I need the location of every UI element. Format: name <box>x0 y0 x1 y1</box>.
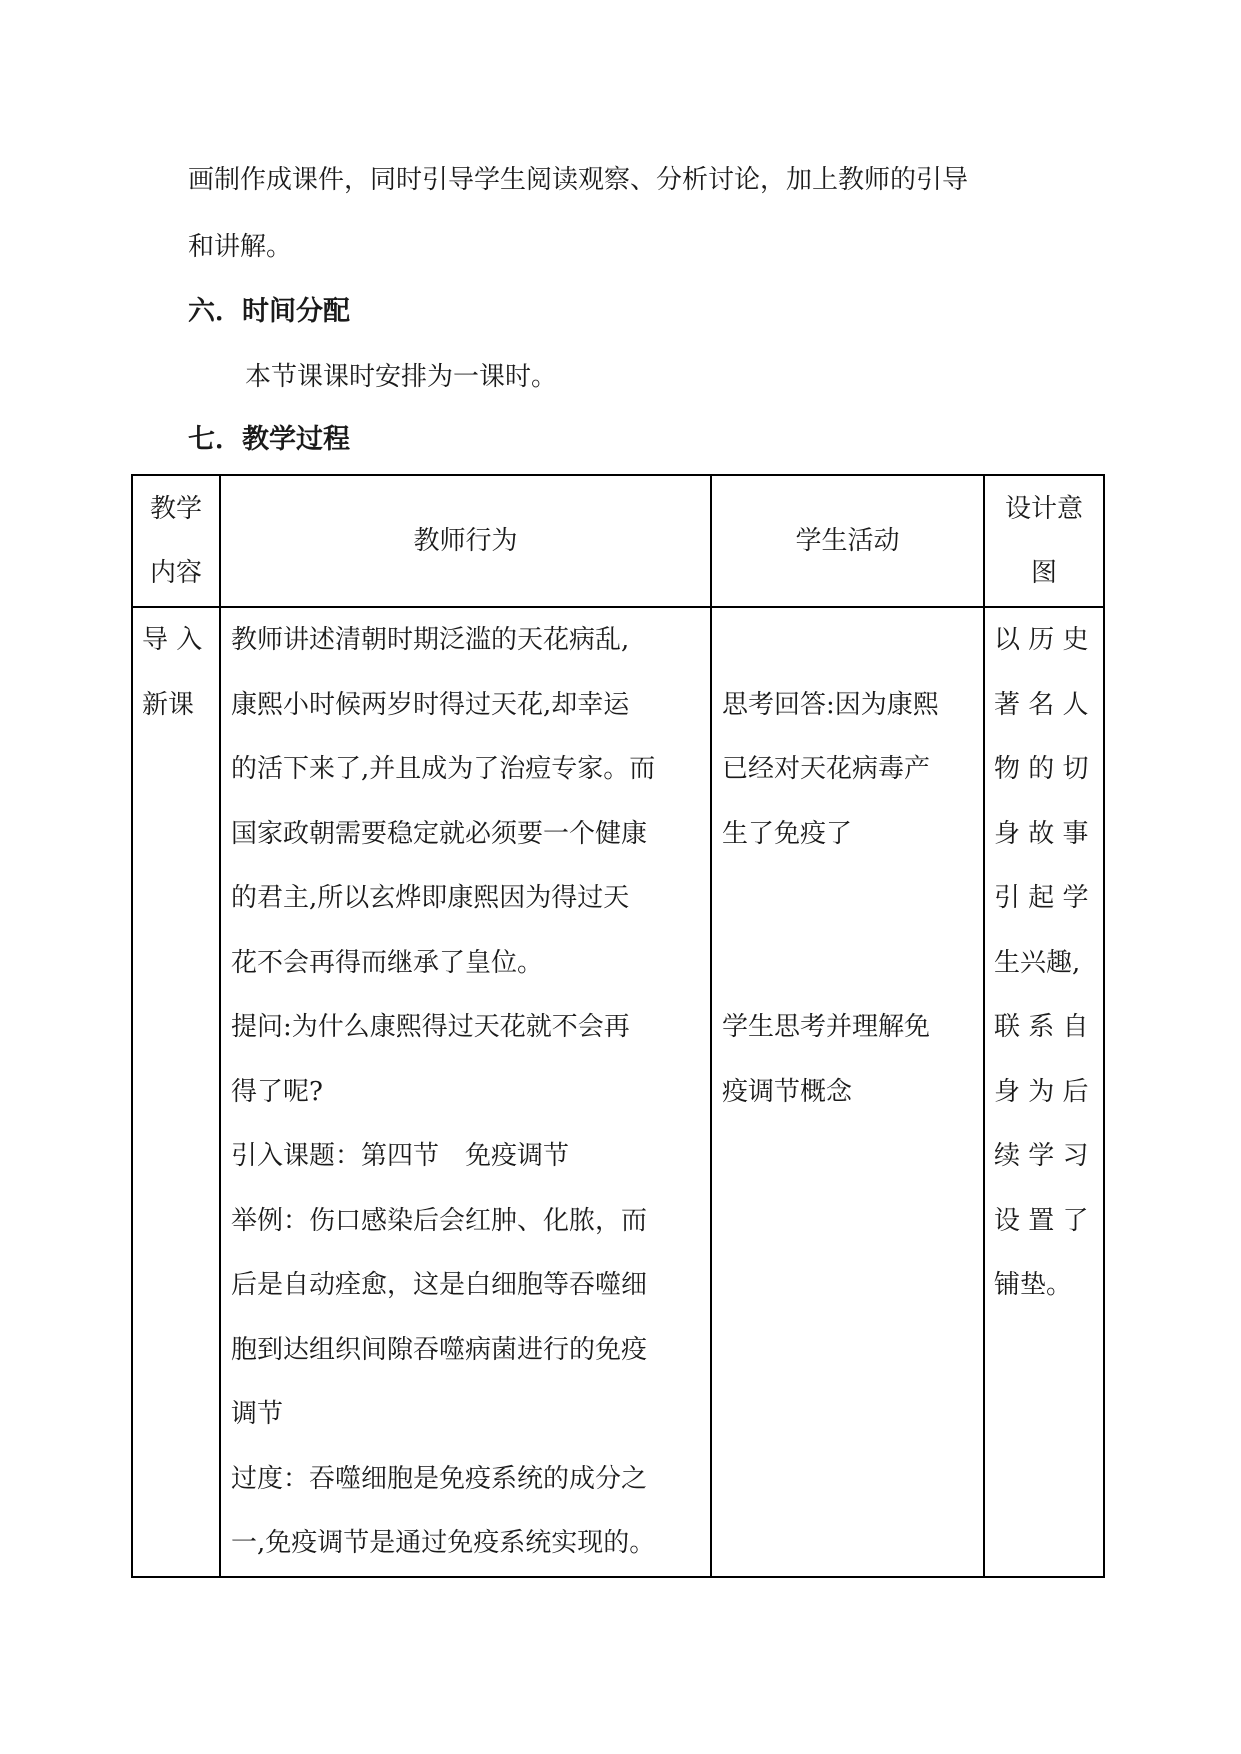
cell-student <box>711 607 984 1577</box>
content-line-2: 新课 <box>142 689 195 720</box>
teacher-line-15: 一,免疫调节是通过免疫系统实现的。 <box>231 1528 656 1558</box>
section-7-heading: 七．教学过程 <box>188 424 350 455</box>
intent-line-8: 身 为 后 <box>994 1076 1089 1107</box>
teacher-line-8: 得了呢? <box>231 1076 323 1107</box>
student-line-2: 已经对天花病毒产 <box>722 754 931 784</box>
teacher-line-10: 举例：伤口感染后会红肿、化脓，而 <box>231 1205 648 1236</box>
content-line-1: 导 入 <box>142 625 203 655</box>
student-line-5: 疫调节概念 <box>722 1076 853 1107</box>
table-row <box>132 607 1104 1577</box>
intro-line-1: 画制作成课件，同时引导学生阅读观察、分析讨论，加上教师的引导 <box>188 165 969 195</box>
teacher-line-1: 教师讲述清朝时期泛滥的天花病乱, <box>231 625 630 655</box>
teacher-line-13: 调节 <box>231 1399 284 1429</box>
intent-line-3: 物 的 切 <box>994 754 1089 784</box>
teacher-line-2: 康熙小时候两岁时得过天花,却幸运 <box>231 689 630 720</box>
intro-line-2: 和讲解。 <box>188 232 293 262</box>
teacher-line-4: 国家政朝需要稳定就必须要一个健康 <box>231 818 648 849</box>
intent-line-2: 著 名 人 <box>994 689 1089 720</box>
header-teacher <box>220 475 711 607</box>
intent-line-7: 联 系 自 <box>994 1012 1089 1042</box>
student-line-3: 生了免疫了 <box>722 818 853 849</box>
header-student <box>711 475 984 607</box>
teacher-line-5: 的君主,所以玄烨即康熙因为得过天 <box>231 883 630 913</box>
table-header-row <box>132 475 1104 607</box>
teaching-process-table <box>131 474 1105 1578</box>
header-intent <box>984 475 1104 607</box>
header-student-label: 学生活动 <box>795 525 900 556</box>
header-teacher-label: 教师行为 <box>413 525 518 556</box>
header-intent-line-2: 图 <box>1030 558 1057 588</box>
header-content-line-1: 教学 <box>149 494 202 524</box>
header-content-line-2: 内容 <box>149 558 202 588</box>
teacher-line-12: 胞到达组织间隙吞噬病菌进行的免疫 <box>231 1334 648 1365</box>
cell-intent <box>984 607 1104 1577</box>
teacher-line-7: 提问:为什么康熙得过天花就不会再 <box>231 1012 630 1042</box>
teacher-line-11: 后是自动痊愈，这是白细胞等吞噬细 <box>231 1270 648 1300</box>
header-intent-line-1: 设计意 <box>1004 494 1083 524</box>
cell-teacher <box>220 607 711 1577</box>
teacher-line-6: 花不会再得而继承了皇位。 <box>231 947 544 978</box>
header-content <box>132 475 220 607</box>
intent-line-1: 以 历 史 <box>994 625 1089 655</box>
student-line-1: 思考回答:因为康熙 <box>722 689 939 720</box>
teacher-line-14: 过度：吞噬细胞是免疫系统的成分之 <box>231 1463 648 1494</box>
intent-line-9: 续 学 习 <box>994 1141 1089 1171</box>
intent-line-10: 设 置 了 <box>994 1205 1089 1236</box>
intent-line-6: 生兴趣, <box>994 947 1081 978</box>
cell-content <box>132 607 220 1577</box>
section-6-body: 本节课课时安排为一课时。 <box>245 362 558 392</box>
teacher-line-3: 的活下来了,并且成为了治痘专家。而 <box>231 754 656 784</box>
teacher-line-9: 引入课题：第四节 免疫调节 <box>231 1141 570 1171</box>
intent-line-5: 引 起 学 <box>994 883 1089 913</box>
intent-line-4: 身 故 事 <box>994 818 1089 849</box>
section-6-heading: 六．时间分配 <box>188 296 350 327</box>
student-line-4: 学生思考并理解免 <box>722 1012 931 1042</box>
intent-line-11: 铺垫。 <box>994 1270 1073 1300</box>
